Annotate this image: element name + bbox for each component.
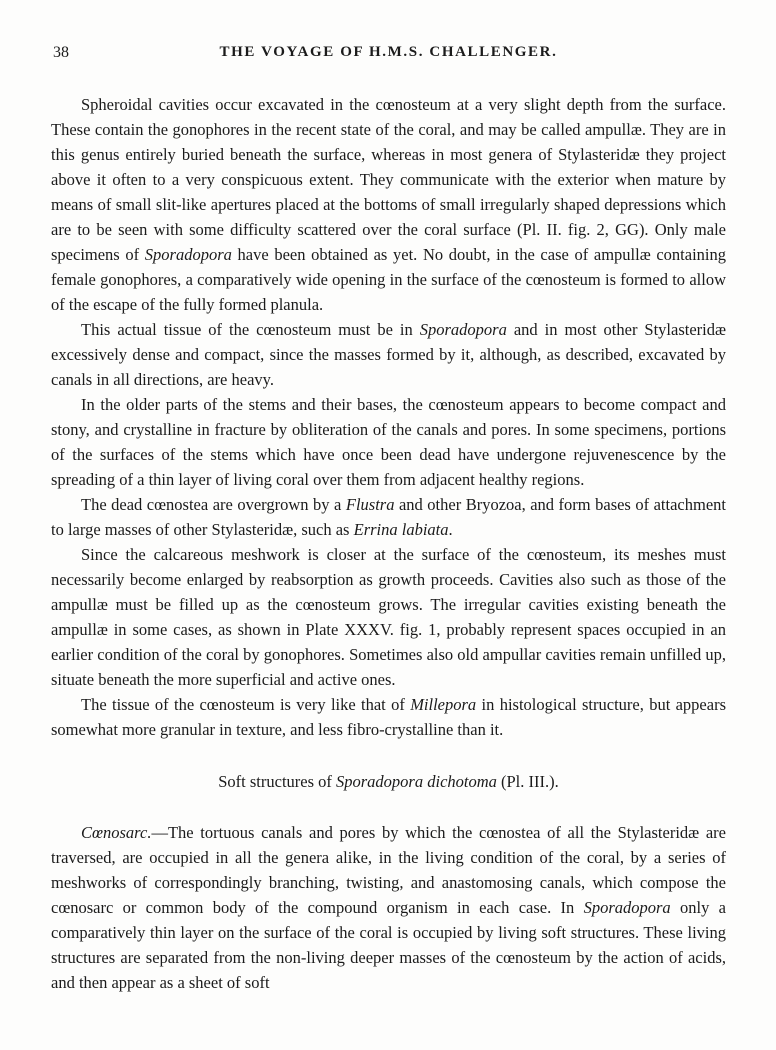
paragraph xyxy=(51,317,726,392)
text-segment: The tissue of the cœnosteum is very like that of xyxy=(81,695,411,714)
page-header xyxy=(51,44,726,61)
italic-text-segment: Sporadopora dichotoma xyxy=(336,772,497,791)
italic-text-segment: Sporadopora xyxy=(144,245,232,264)
text-segment: and other Bryozoa, and form bases of attachment to large masses of other Stylasteridæ, such as xyxy=(51,495,726,539)
paragraph xyxy=(51,392,726,492)
italic-text-segment: Flustra xyxy=(345,495,395,514)
paragraph xyxy=(51,692,726,742)
page-number: 38 xyxy=(53,44,69,61)
page-body xyxy=(51,92,726,995)
text-segment: This actual tissue of the cœnosteum must be in xyxy=(81,320,420,339)
text-segment: . xyxy=(448,520,453,539)
italic-text-segment: Sporadopora xyxy=(419,320,507,339)
text-segment: (Pl. III.). xyxy=(496,772,559,791)
paragraph xyxy=(51,542,726,692)
text-segment: in histological structure, but appears somewhat more granular in texture, and less fibro-crystalline than it. xyxy=(51,695,726,739)
paragraph xyxy=(51,820,726,995)
text-segment: The dead cœnostea are overgrown by a xyxy=(81,495,346,514)
text-segment: Spheroidal cavities occur excavated in the cœnosteum at a very slight depth from the surface. These contain the gonophores in the recent state of the coral, and may be called ampullæ. They are in this genus entirely buried beneath the surface, whereas in most genera of Stylasteridæ they project above it often to a very conspicuous extent. They communicate with the exterior when mature by means of small slit-like apertures placed at the bottoms of small irregularly shaped depressions which are to be seen with some difficulty scattered over the coral surface (Pl. II. fig. 2, GG). Only male specimens of xyxy=(51,95,726,264)
italic-text-segment: Cœnosarc. xyxy=(81,823,152,842)
italic-text-segment: Sporadopora xyxy=(583,898,671,917)
running-title: THE VOYAGE OF H.M.S. CHALLENGER. xyxy=(219,44,558,60)
italic-text-segment: Errina labiata xyxy=(353,520,449,539)
section-heading xyxy=(51,769,726,794)
text-segment: Soft structures of xyxy=(218,772,337,791)
text-segment: —The tortuous canals and pores by which the cœnostea of all the Stylasteridæ are traversed, are occupied in all the genera alike, in the living condition of the coral, by a series of meshworks of correspondingly branching, twisting, and anastomosing canals, which compose the cœnosarc or common body of the compound organism in each case. In xyxy=(51,823,726,917)
text-segment: have been obtained as yet. No doubt, in the case of ampullæ containing female gonophores, a comparatively wide opening in the surface of the cœnosteum is formed to allow of the escape of the fully formed planula. xyxy=(51,245,727,314)
text-segment: Since the calcareous meshwork is closer at the surface of the cœnosteum, its meshes must necessarily become enlarged by reabsorption as growth proceeds. Cavities also such as those of the ampullæ must be filled up as the cœnosteum grows. The irregular cavities existing beneath the ampullæ in some cases, as shown in Plate XXXV. fig. 1, probably represent spaces occupied in an earlier condition of the coral by gonophores. Sometimes also old ampullar cavities remain unfilled up, situate beneath the more superficial and active ones. xyxy=(51,545,726,689)
italic-text-segment: Millepora xyxy=(410,695,477,714)
paragraph xyxy=(51,492,726,542)
text-segment: and in most other Stylasteridæ excessively dense and compact, since the masses formed by it, although, as described, excavated by canals in all directions, are heavy. xyxy=(51,320,727,389)
text-segment: In the older parts of the stems and their bases, the cœnosteum appears to become compact and stony, and crystalline in fracture by obliteration of the canals and pores. In some specimens, portions of the surfaces of the stems which have once been dead have undergone rejuvenescence by the spreading of a thin layer of living coral over them from adjacent healthy regions. xyxy=(51,395,726,489)
text-segment: only a comparatively thin layer on the surface of the coral is occupied by living soft structures. These living structures are separated from the non-living deeper masses of the cœnosteum by the action of acids, and then appear as a sheet of soft xyxy=(51,898,726,992)
paragraph xyxy=(51,92,726,317)
